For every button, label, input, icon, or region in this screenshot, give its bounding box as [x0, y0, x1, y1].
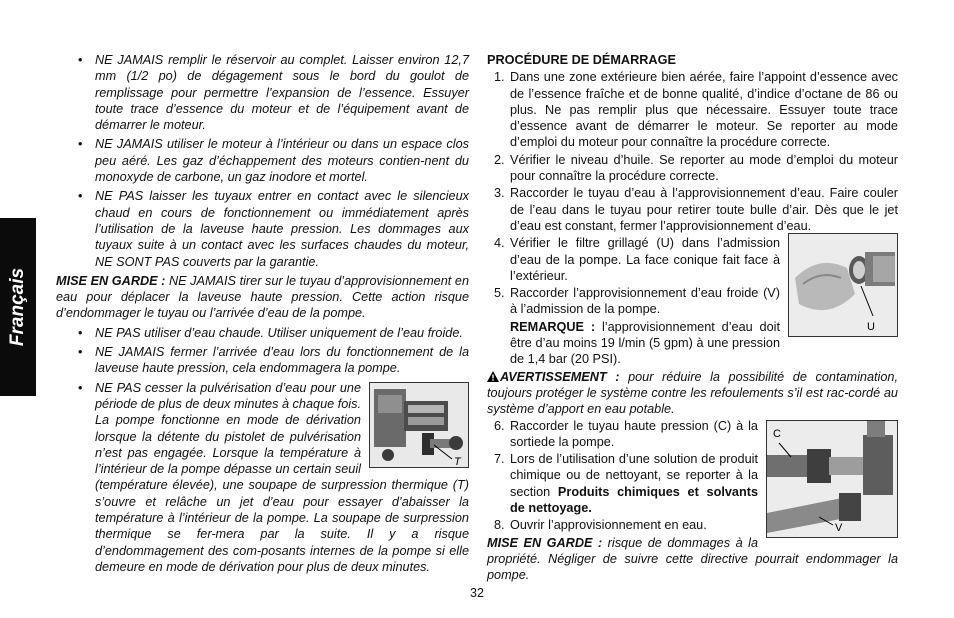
bullet-hoses-muffler: • NE PAS laisser les tuyaux entrer en contact avec le silencieux chaud en cours de fonctionnement ou immédiatement après l’utilisation de la laveuse haute pression. Les dommages aux tuyaux suite à un contact avec les surfaces chaudes du moteur, NE SONT PAS couverts par la garantie. — [56, 188, 469, 269]
remark-text: l’approvisionnement d’eau doit être d’au moins 19 l/min (5 gpm) à une pression de 1,4 bar (20 PSI). — [510, 319, 780, 367]
step-2: 2. Vérifier le niveau d’huile. Se reporter au mode d’emploi du moteur pour connaître la procédure correcte. — [494, 152, 898, 184]
label-t: • T — [454, 455, 461, 467]
step-4: U 4. Vérifier le filtre grillagé (U) dans l’admission d’eau de la pompe. La face conique fait face à l’extérieur. — [487, 235, 898, 284]
warning-bullets-1 — [56, 52, 469, 270]
step-8: 8. Ouvrir l’approvisionnement en eau. — [494, 518, 707, 533]
caution-2-label: MISE EN GARDE : — [487, 535, 603, 550]
bullet-indoor-use: • NE JAMAIS utiliser le moteur à l’intérieur ou dans un espace clos peu aéré. Les gaz d’échappement des moteurs contien-nent du monoxyde de carbone, un gaz inodore et mortel. — [56, 136, 469, 185]
step-5: 5. Raccorder l’approvisionnement d’eau froide (V) à l’admission de la pompe. — [494, 286, 780, 317]
thermal-valve-figure — [369, 382, 469, 468]
label-v: V — [835, 521, 843, 534]
startup-heading: PROCÉDURE DE DÉMARRAGE — [487, 53, 676, 67]
caution-property-damage — [487, 535, 898, 584]
warning-label: AVERTISSEMENT : — [500, 369, 620, 384]
pump-illustration — [370, 383, 468, 467]
remark-label: REMARQUE : — [510, 319, 596, 334]
startup-steps — [487, 69, 898, 367]
warning-backflow — [487, 369, 898, 418]
warning-triangle-icon — [487, 371, 499, 382]
label-c: C — [773, 427, 781, 440]
startup-steps-2 — [487, 418, 898, 534]
right-column — [487, 52, 898, 584]
caution-pull-hose — [56, 273, 469, 322]
language-side-tab — [0, 218, 36, 396]
warning-bullets-2 — [56, 325, 469, 575]
thermal-relief-text: NE PAS cesser la pulvérisation d’eau pour une période de plus de deux minutes à chaque fois. La pompe fonctionne en mode de dérivation lorsque la détente du pistolet de pulvérisation n’est pas engagée. Lorsque la température à l’intérieur de la pompe dépasse un certain seuil (température élevée), une soupape de surpression thermique (T) s’ouvre et relâche un jet d’eau pour essayer d’abaisser la température à l’intérieur de la pompe. La soupape de surpression thermique se fer-mera par la suite. Il y a risque d’endommagement des com-posants internes de la pompe si elle demeure en mode de dérivation pour plus de deux minutes. — [95, 380, 469, 574]
bullet-thermal-relief — [56, 380, 469, 576]
page-number: 32 — [470, 586, 484, 600]
step-1: 1. Dans une zone extérieure bien aérée, faire l’appoint d’essence avec de l’essence fraîche et de bonne qualité, d’indice d’octane de 86 ou plus. Ne pas remplir plus que nécessaire. Essuyer toute trace d’essence avant de démarrer le moteur. Se reporter au mode d’emploi du moteur pour connaître la procédure correcte. — [494, 70, 898, 150]
left-column — [56, 52, 469, 578]
language-label: Français — [7, 267, 28, 347]
warning-text: pour réduire la possibilité de contamination, toujours protéger le système contre les refoulements s’il est rac-cordé au système d’apport en eau potable. — [487, 369, 899, 417]
bullet-fill-tank: • NE JAMAIS remplir le réservoir au complet. Laisser environ 12,7 mm (1/2 po) de dégagement sous le bord du goulot de remplissage pour permettre l’expansion de l’essence. Essuyer toute trace d’essence du moteur et de l’équipement avant de démarrer le moteur. — [56, 52, 469, 133]
caution-label: MISE EN GARDE : — [56, 273, 166, 288]
chemicals-section-ref: Produits chimiques et solvants de nettoyage. — [510, 484, 758, 516]
step-7: 7. Lors de l’utilisation d’une solution de produit chimique ou de nettoyant, se reporter à la section Produits chimiques et solvants de nettoyage. — [494, 452, 758, 516]
step-6: 6. Raccorder le tuyau haute pression (C) à la sortiede la pompe. — [494, 418, 758, 449]
step-3: 3. Raccorder le tuyau d’eau à l’approvisionnement d’eau. Faire couler de l’eau dans le tuyau pour retirer toute bulle d’air. Dès que le jet d’eau est constant, fermer l’approvisionnement d’eau. — [494, 186, 898, 233]
bullet-water-supply: • NE JAMAIS fermer l’arrivée d’eau lors du fonctionnement de la laveuse haute pression, cela endommagera la pompe. — [56, 344, 469, 377]
caution-2-text: risque de dommages à la propriété. Négliger de suivre cette directive pourrait endommager la pompe. — [487, 535, 898, 583]
bullet-cold-water: • NE PAS utiliser d’eau chaude. Utiliser uniquement de l’eau froide. — [56, 325, 469, 341]
label-u: U — [867, 321, 875, 334]
remark — [487, 319, 898, 368]
caution-text: NE JAMAIS tirer sur le tuyau d’approvisionnement en eau pour déplacer la laveuse haute pression. Cette action risque d’endommager le tuyau ou l’arrivée d’eau de la pompe. — [56, 273, 469, 321]
